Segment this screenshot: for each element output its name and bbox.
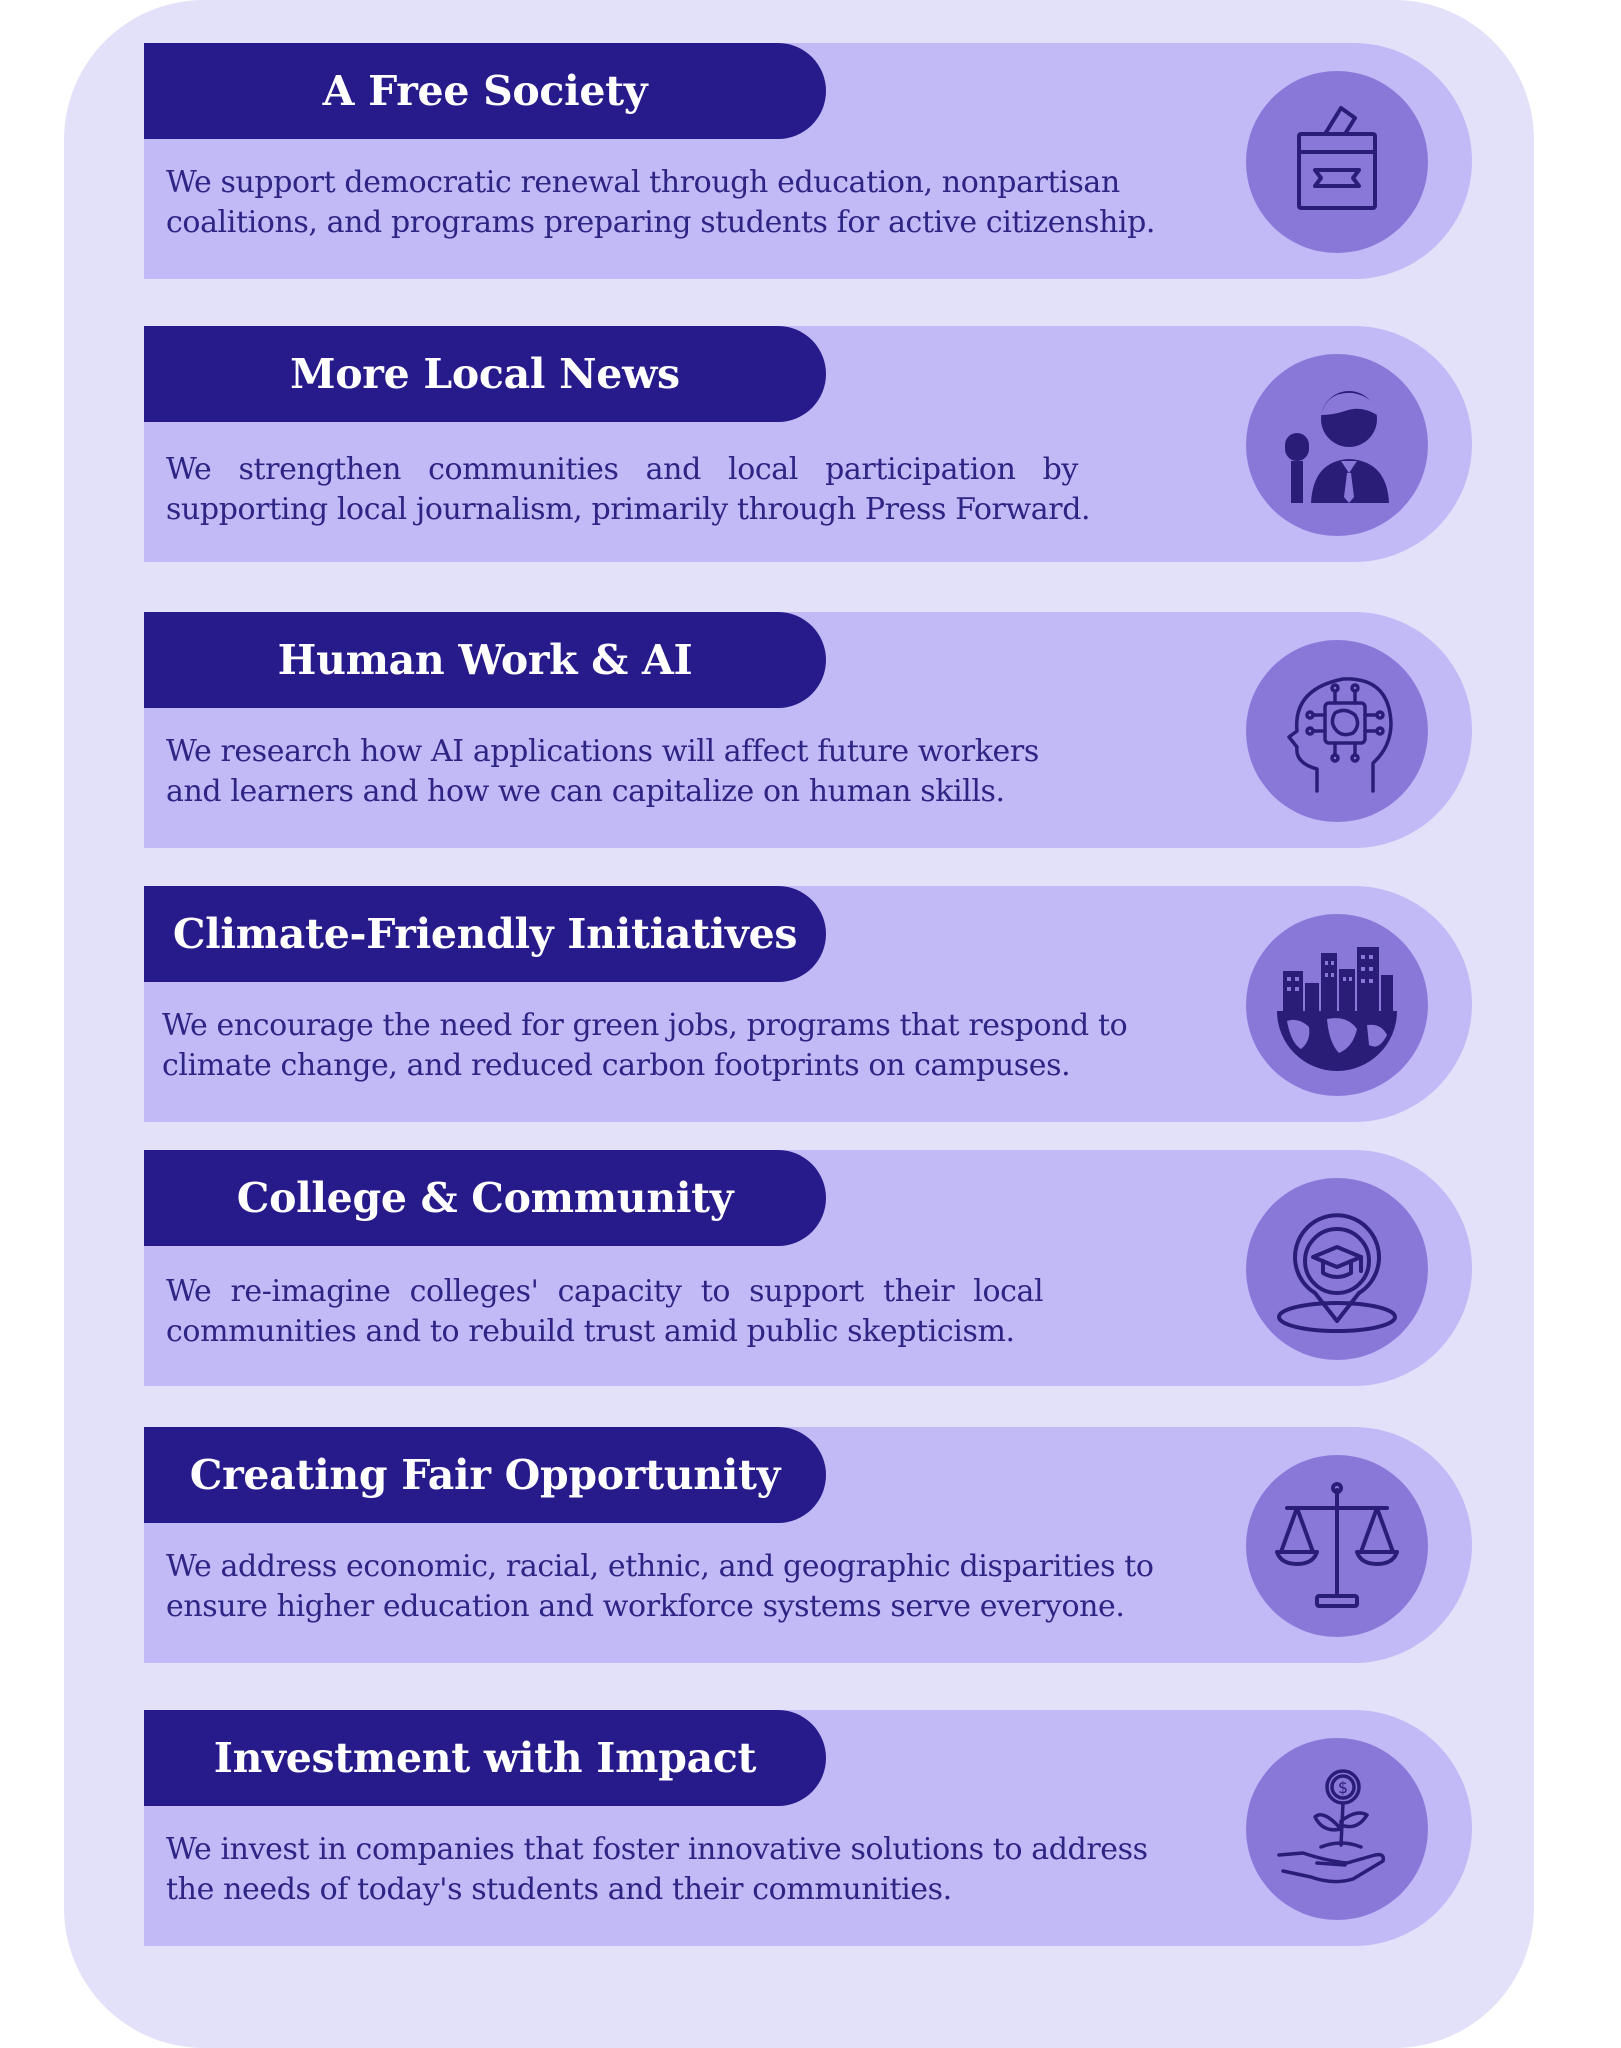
icon-circle [1246,1178,1428,1360]
description-line: We invest in companies that foster innovative solutions to address [166,1832,1148,1867]
description-line: coalitions, and programs preparing students for active citizenship. [166,205,1156,240]
balance-scale-icon [1257,1466,1417,1626]
card-more-local-news [144,326,1472,562]
card-creating-fair-opportunity [144,1427,1472,1663]
ai-head-icon [1257,651,1417,811]
description-line: We re-imagine colleges' capacity to support their local [166,1274,1044,1309]
card-a-free-society [144,43,1472,279]
card-description [166,450,1376,530]
description-line: and learners and how we can capitalize on human skills. [166,774,1005,809]
card-description [166,163,1376,243]
description-line: the needs of today's students and their communities. [166,1872,952,1907]
card-description [166,1830,1376,1910]
description-line: supporting local journalism, primarily through Press Forward. [166,492,1091,527]
card-description [166,1547,1376,1627]
card-title: Climate-Friendly Initiatives [144,886,826,982]
card-title: Creating Fair Opportunity [144,1427,826,1523]
description-line: We research how AI applications will affect future workers [166,734,1039,769]
icon-circle [1246,914,1428,1096]
news-reporter-icon [1257,365,1417,525]
card-college-community [144,1150,1472,1386]
description-line: We address economic, racial, ethnic, and geographic disparities to [166,1549,1154,1584]
city-globe-icon [1257,925,1417,1085]
card-title: More Local News [144,326,826,422]
card-human-work-ai [144,612,1472,848]
description-line: climate change, and reduced carbon footprints on campuses. [162,1048,1071,1083]
description-line: communities and to rebuild trust amid public skepticism. [166,1314,1015,1349]
icon-circle [1246,1738,1428,1920]
description-line: We support democratic renewal through education, nonpartisan [166,165,1120,200]
card-title: College & Community [144,1150,826,1246]
description-line: We encourage the need for green jobs, programs that respond to [162,1008,1128,1043]
card-title: A Free Society [144,43,826,139]
icon-circle [1246,354,1428,536]
card-investment-with-impact [144,1710,1472,1946]
card-description [162,1006,1372,1086]
card-description [166,1272,1376,1352]
icon-circle [1246,640,1428,822]
money-plant-hand-icon [1257,1749,1417,1909]
ballot-box-icon [1257,82,1417,242]
card-title: Investment with Impact [144,1710,826,1806]
card-climate-friendly-initiatives [144,886,1472,1122]
description-line: ensure higher education and workforce systems serve everyone. [166,1589,1125,1624]
card-title: Human Work & AI [144,612,826,708]
icon-circle [1246,71,1428,253]
graduation-location-icon [1257,1189,1417,1349]
svg-text:$: $ [1337,1778,1349,1797]
description-line: We strengthen communities and local participation by [166,452,1078,487]
icon-circle [1246,1455,1428,1637]
card-description [166,732,1376,812]
